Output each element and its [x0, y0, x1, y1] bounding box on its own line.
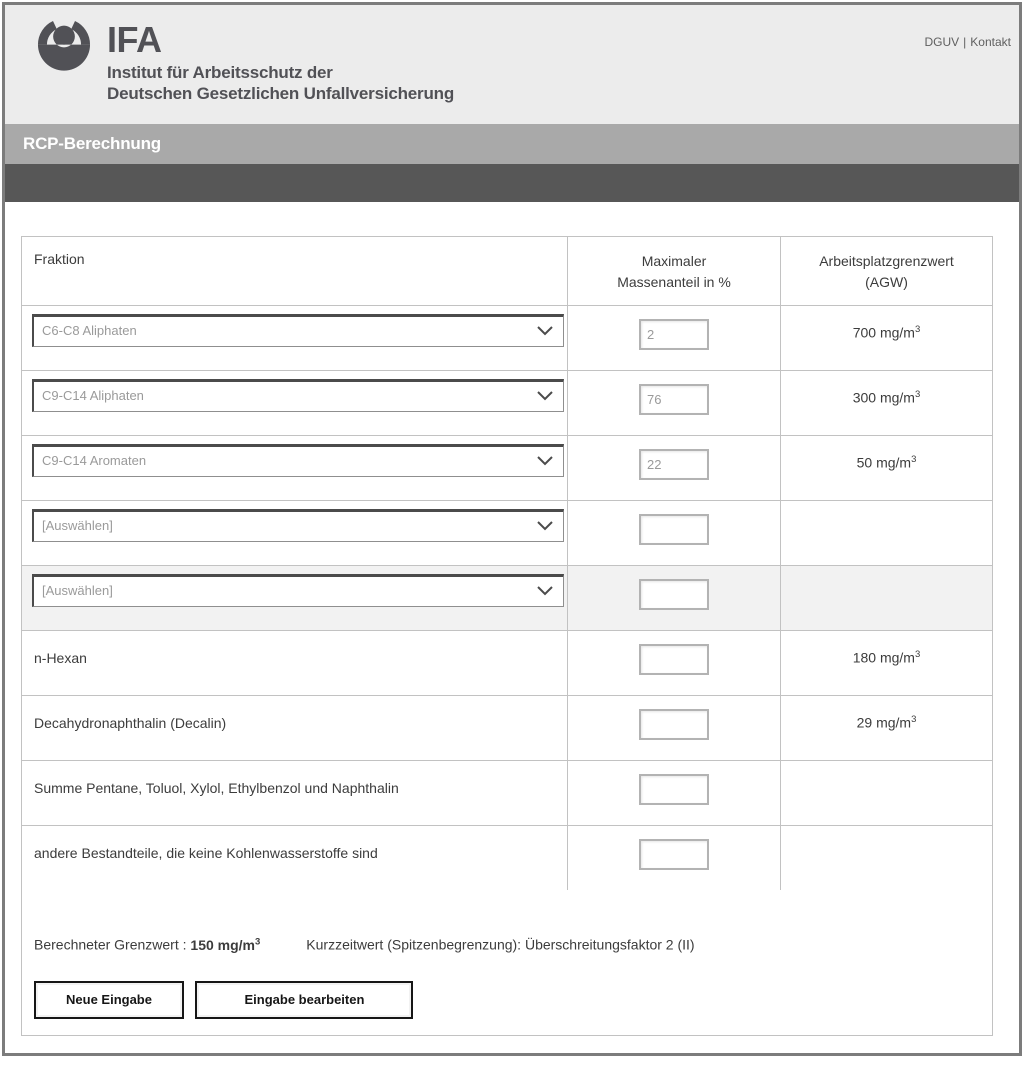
kontakt-link[interactable]: Kontakt — [970, 35, 1011, 49]
result-line — [34, 936, 980, 953]
fraction-select-value: C6-C8 Aliphaten — [42, 323, 137, 338]
mass-fraction-input[interactable] — [639, 514, 709, 545]
table-row — [22, 500, 992, 565]
agw-value: 180 $mg/m^3$ — [780, 630, 992, 695]
mass-fraction-input[interactable] — [639, 774, 709, 805]
rcp-form-box — [21, 236, 993, 1036]
mass-fraction-input[interactable] — [639, 579, 709, 610]
fraction-select-value: C9-C14 Aromaten — [42, 453, 147, 468]
calculated-limit-value: 150 $mg/m^3$ — [190, 936, 261, 953]
agw-value — [780, 760, 992, 825]
mass-fraction-input[interactable] — [639, 709, 709, 740]
agw-value — [780, 500, 992, 565]
table-row — [22, 565, 992, 630]
agw-value: 300 $mg/m^3$ — [780, 370, 992, 435]
agw-value: 29 $mg/m^3$ — [780, 695, 992, 760]
fraction-select[interactable] — [32, 314, 564, 347]
fraction-select-value: [Auswählen] — [42, 583, 113, 598]
fraction-label: n-Hexan — [22, 630, 567, 695]
mass-fraction-input[interactable] — [639, 384, 709, 415]
column-header-fraktion: Fraktion — [34, 251, 85, 267]
chevron-down-icon — [536, 390, 554, 402]
agw-value: 50 $mg/m^3$ — [780, 435, 992, 500]
logo — [33, 20, 454, 104]
fraction-select-value: C9-C14 Aliphaten — [42, 388, 144, 403]
dguv-person-logo-icon — [33, 20, 95, 71]
edit-input-button[interactable]: Eingabe bearbeiten — [195, 981, 413, 1019]
table-row — [22, 370, 992, 435]
main-content — [5, 202, 1019, 1036]
page-title: RCP-Berechnung — [5, 124, 1019, 164]
brand-text — [107, 20, 454, 104]
table-row — [22, 630, 992, 695]
chevron-down-icon — [536, 520, 554, 532]
table-row — [22, 435, 992, 500]
table-row — [22, 825, 992, 890]
fraction-select[interactable] — [32, 509, 564, 542]
column-header-massenanteil: Maximaler Massenanteil in % — [567, 237, 780, 305]
mass-fraction-input[interactable] — [639, 449, 709, 480]
fraction-select[interactable] — [32, 379, 564, 412]
chevron-down-icon — [536, 325, 554, 337]
brand-subtitle-line1: Institut für Arbeitsschutz der — [107, 63, 333, 82]
fraction-select-value: [Auswählen] — [42, 518, 113, 533]
dark-divider-bar — [5, 164, 1019, 202]
fraction-label: Summe Pentane, Toluol, Xylol, Ethylbenzol und Naphthalin — [22, 760, 567, 825]
result-label: Berechneter Grenzwert : — [34, 936, 191, 953]
agw-value — [780, 565, 992, 630]
new-input-button[interactable]: Neue Eingabe — [34, 981, 184, 1019]
mass-fraction-input[interactable] — [639, 839, 709, 870]
column-header-agw: Arbeitsplatzgrenzwert (AGW) — [780, 237, 992, 305]
form-footer — [22, 890, 992, 1035]
fraction-label: andere Bestandteile, die keine Kohlenwasserstoffe sind — [22, 825, 567, 890]
agw-value — [780, 825, 992, 890]
dguv-link[interactable]: DGUV — [924, 35, 960, 49]
header — [5, 5, 1019, 124]
table-header-row — [22, 237, 992, 305]
mass-fraction-input[interactable] — [639, 319, 709, 350]
chevron-down-icon — [536, 585, 554, 597]
table-row — [22, 760, 992, 825]
brand-subtitle-line2: Deutschen Gesetzlichen Unfallversicherung — [107, 84, 455, 103]
fraction-select[interactable] — [32, 574, 564, 607]
link-separator: | — [963, 35, 967, 49]
table-row — [22, 305, 992, 370]
table-row — [22, 695, 992, 760]
short-term-value-text: Kurzzeitwert (Spitzenbegrenzung): Überschreitungsfaktor 2 (II) — [306, 936, 695, 953]
page-frame — [2, 2, 1022, 1056]
brand-acronym: IFA — [107, 19, 162, 60]
button-row — [34, 981, 980, 1019]
header-links — [925, 35, 1012, 49]
fraction-select[interactable] — [32, 444, 564, 477]
fraction-label: Decahydronaphthalin (Decalin) — [22, 695, 567, 760]
agw-value: 700 $mg/m^3$ — [780, 305, 992, 370]
mass-fraction-input[interactable] — [639, 644, 709, 675]
chevron-down-icon — [536, 455, 554, 467]
